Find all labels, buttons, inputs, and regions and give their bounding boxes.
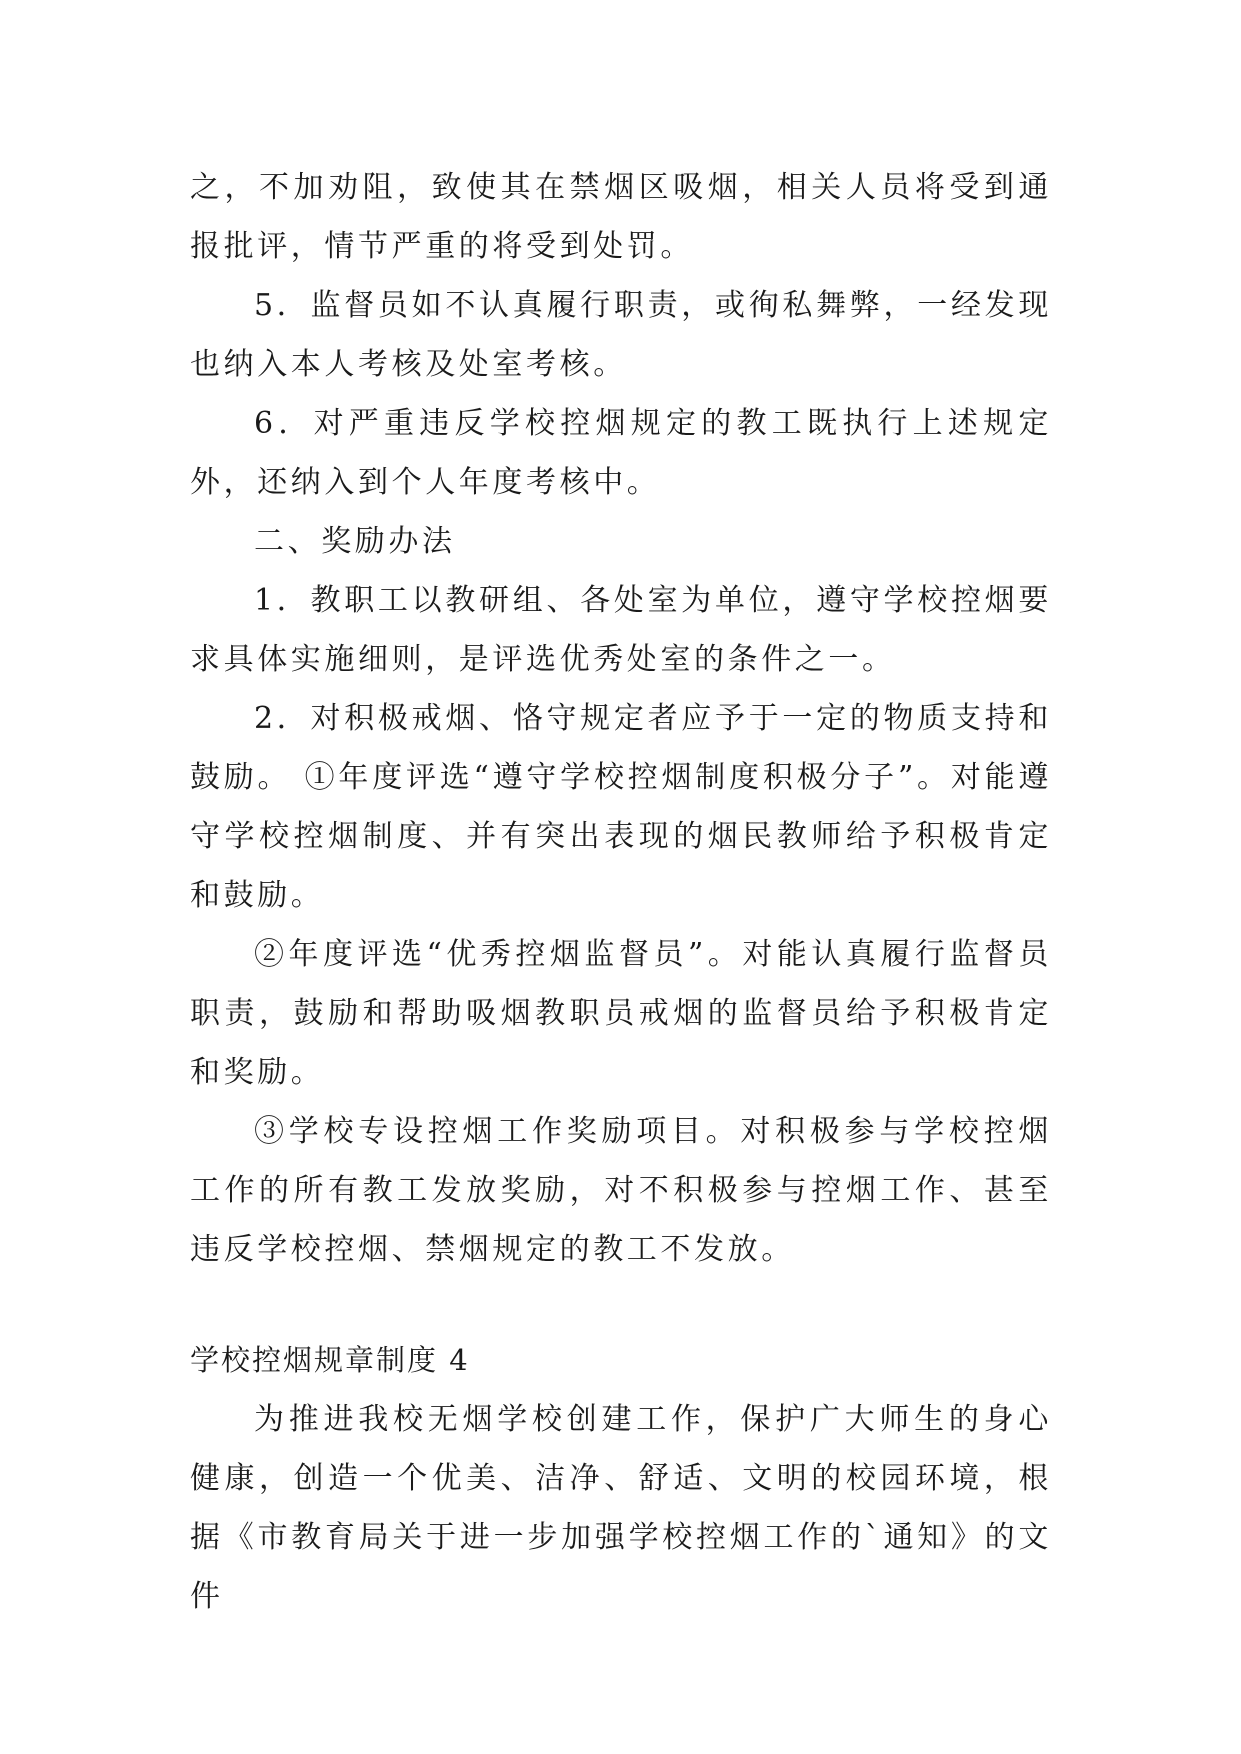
document-body: [190, 158, 1052, 1626]
paragraph-item-6: 6．对严重违反学校控烟规定的教工既执行上述规定外，还纳入到个人年度考核中。: [190, 406, 1052, 500]
section-title: 学校控烟规章制度 4: [190, 1343, 470, 1377]
paragraph-reward-2-third: ③学校专设控烟工作奖励项目。对积极参与学校控烟工作的所有教工发放奖励，对不积极参与控烟工作、甚至违反学校控烟、禁烟规定的教工不发放。: [190, 1114, 1052, 1267]
paragraph-reward-2: 2．对积极戒烟、恪守规定者应予于一定的物质支持和鼓励。 ①年度评选“遵守学校控烟制度积极分子”。对能遵守学校控烟制度、并有突出表现的烟民教师给予积极肯定和鼓励。: [190, 701, 1052, 913]
heading-reward-methods: 二、奖励办法: [254, 524, 456, 559]
paragraph-continuation: 之，不加劝阻，致使其在禁烟区吸烟，相关人员将受到通报批评，情节严重的将受到处罚。: [190, 170, 1052, 264]
paragraph-reward-1: 1．教职工以教研组、各处室为单位，遵守学校控烟要求具体实施细则，是评选优秀处室的条件之一。: [190, 583, 1052, 677]
paragraph-section4-intro: 为推进我校无烟学校创建工作，保护广大师生的身心健康，创造一个优美、洁净、舒适、文明的校园环境，根据《市教育局关于进一步加强学校控烟工作的`通知》的文件: [190, 1402, 1052, 1614]
section-spacer: [190, 1279, 1052, 1331]
paragraph-item-5: 5．监督员如不认真履行职责，或徇私舞弊，一经发现也纳入本人考核及处室考核。: [190, 288, 1052, 382]
paragraph-reward-2-second: ②年度评选“优秀控烟监督员”。对能认真履行监督员职责，鼓励和帮助吸烟教职员戒烟的监督员给予积极肯定和奖励。: [190, 937, 1052, 1090]
